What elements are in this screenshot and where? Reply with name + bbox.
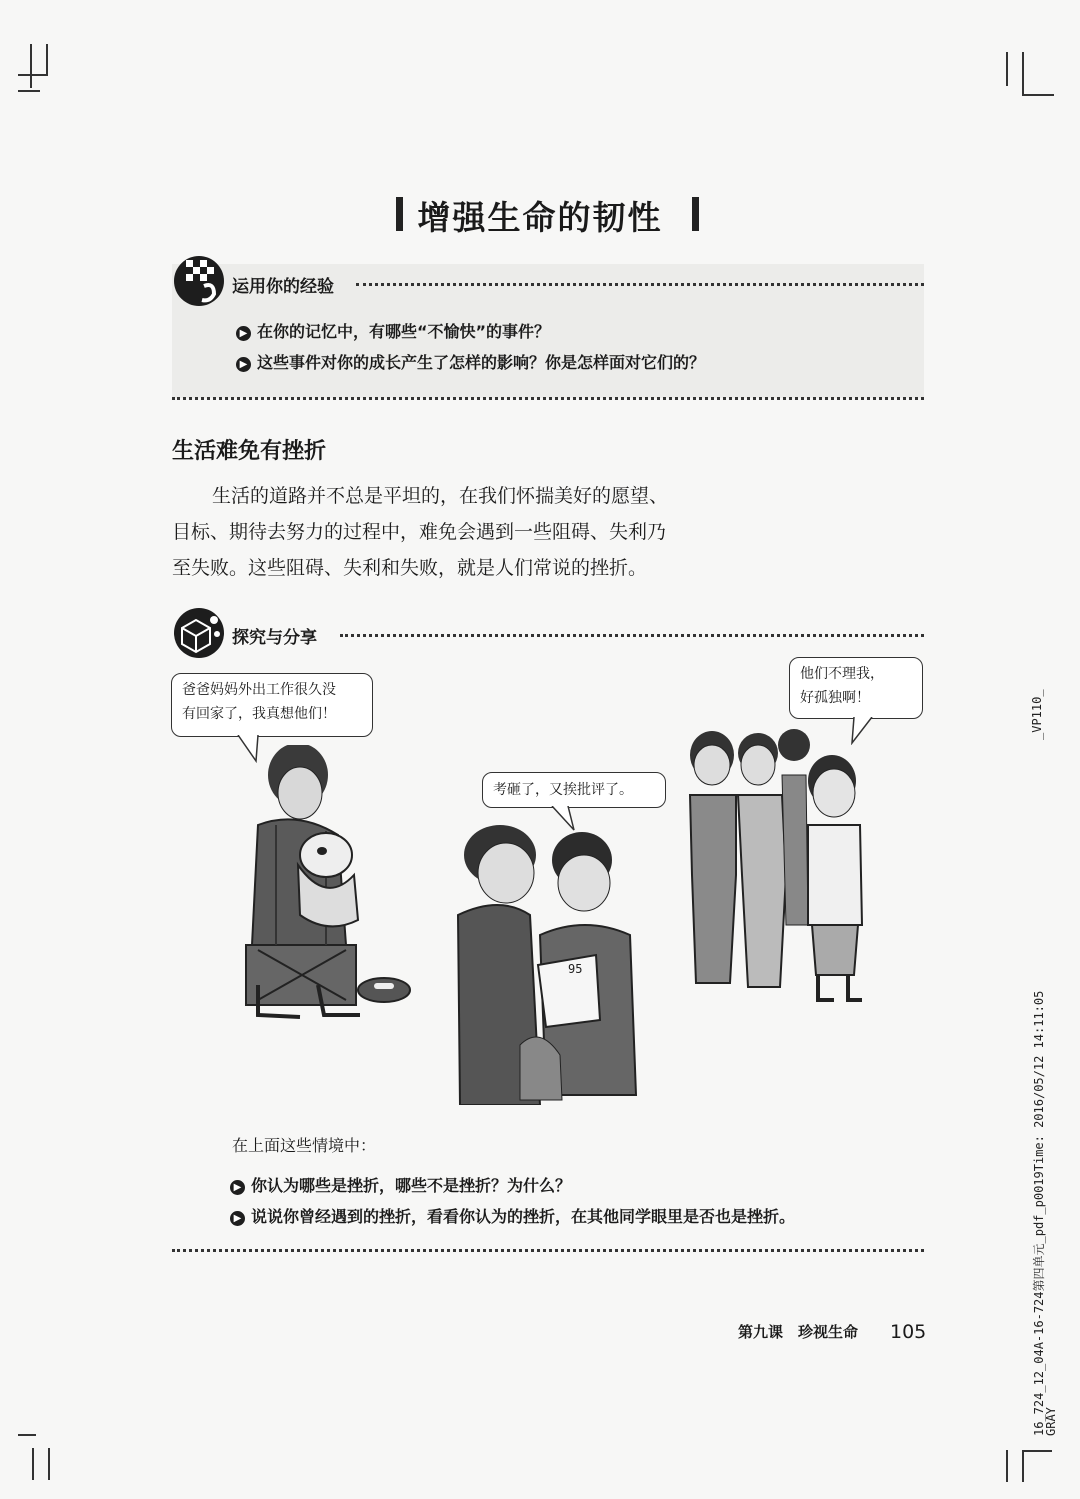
body-paragraph: [172, 478, 772, 586]
scenario-intro: 在上面这些情境中：: [232, 1136, 377, 1155]
explore-section-label: 探究与分享: [232, 628, 317, 648]
page-title: 增强生命的韧性: [417, 198, 663, 237]
explore-question: ▶ 说说你曾经遇到的挫折，看看你认为的挫折，在其他同学眼里是否也是挫折。: [230, 1204, 795, 1227]
crop-mark: [18, 90, 40, 92]
dotted-divider: [340, 634, 924, 637]
arrow-bullet-icon: ▶: [230, 1180, 245, 1195]
experience-question: ▶ 在你的记忆中，有哪些“不愉快”的事件？: [236, 319, 550, 342]
dotted-divider: [356, 283, 924, 286]
margin-code-top: _VP110_: [1030, 689, 1044, 740]
crop-mark: [48, 1448, 50, 1480]
crop-mark: [32, 1448, 34, 1480]
section-heading: 生活难免有挫折: [172, 439, 327, 464]
experience-question: ▶ 这些事件对你的成长产生了怎样的影响？你是怎样面对它们的？: [236, 350, 705, 373]
crop-mark: [18, 74, 48, 76]
speech-bubble-lonely: 他们不理我， 好孤独啊！: [789, 657, 923, 719]
test-paper-score: 95: [568, 962, 583, 976]
illustration-sad-girl: [228, 745, 428, 1025]
crop-mark: [1022, 94, 1054, 96]
margin-code-bottom: GRAY: [1044, 1407, 1058, 1436]
speech-bubble-test: 考砸了，又挨批评了。: [482, 772, 666, 808]
crop-mark: [1006, 1450, 1008, 1482]
explore-question: ▶ 你认为哪些是挫折，哪些不是挫折？为什么？: [230, 1173, 571, 1196]
experience-section-icon: [174, 256, 224, 306]
paragraph-line: 生活的道路并不总是平坦的，在我们怀揣美好的愿望、: [212, 485, 669, 507]
margin-code-side: 16_724_12_04A-16-724第四单元_pdf_p0019Time: 2016/05/12 14:11:05: [1032, 990, 1046, 1436]
dotted-divider: [172, 1249, 924, 1252]
crop-mark: [46, 44, 48, 74]
arrow-bullet-icon: ▶: [230, 1211, 245, 1226]
paragraph-line: 目标、期待去努力的过程中，难免会遇到一些阻碍、失利乃: [172, 521, 667, 543]
crop-mark: [1006, 52, 1008, 86]
crop-mark: [1022, 1450, 1052, 1452]
illustration-lonely-boy: [682, 725, 872, 1005]
crop-mark: [18, 1434, 36, 1436]
crop-mark: [1022, 1450, 1024, 1482]
lesson-footer: 第九课 珍视生命: [738, 1323, 859, 1341]
arrow-bullet-icon: ▶: [236, 357, 251, 372]
explore-section-icon: [174, 608, 224, 658]
crop-mark: [30, 44, 32, 88]
illustration-test-paper: [450, 815, 650, 1105]
arrow-bullet-icon: ▶: [236, 326, 251, 341]
paragraph-line: 至失败。这些阻碍、失利和失败，就是人们常说的挫折。: [172, 557, 648, 579]
dotted-divider: [172, 397, 924, 400]
experience-section-label: 运用你的经验: [232, 277, 334, 297]
crop-mark: [1022, 52, 1024, 96]
title-right-bar: [692, 197, 699, 231]
page-number: 105: [890, 1321, 927, 1343]
speech-bubble-girl: 爸爸妈妈外出工作很久没 有回家了，我真想他们！: [171, 673, 373, 737]
